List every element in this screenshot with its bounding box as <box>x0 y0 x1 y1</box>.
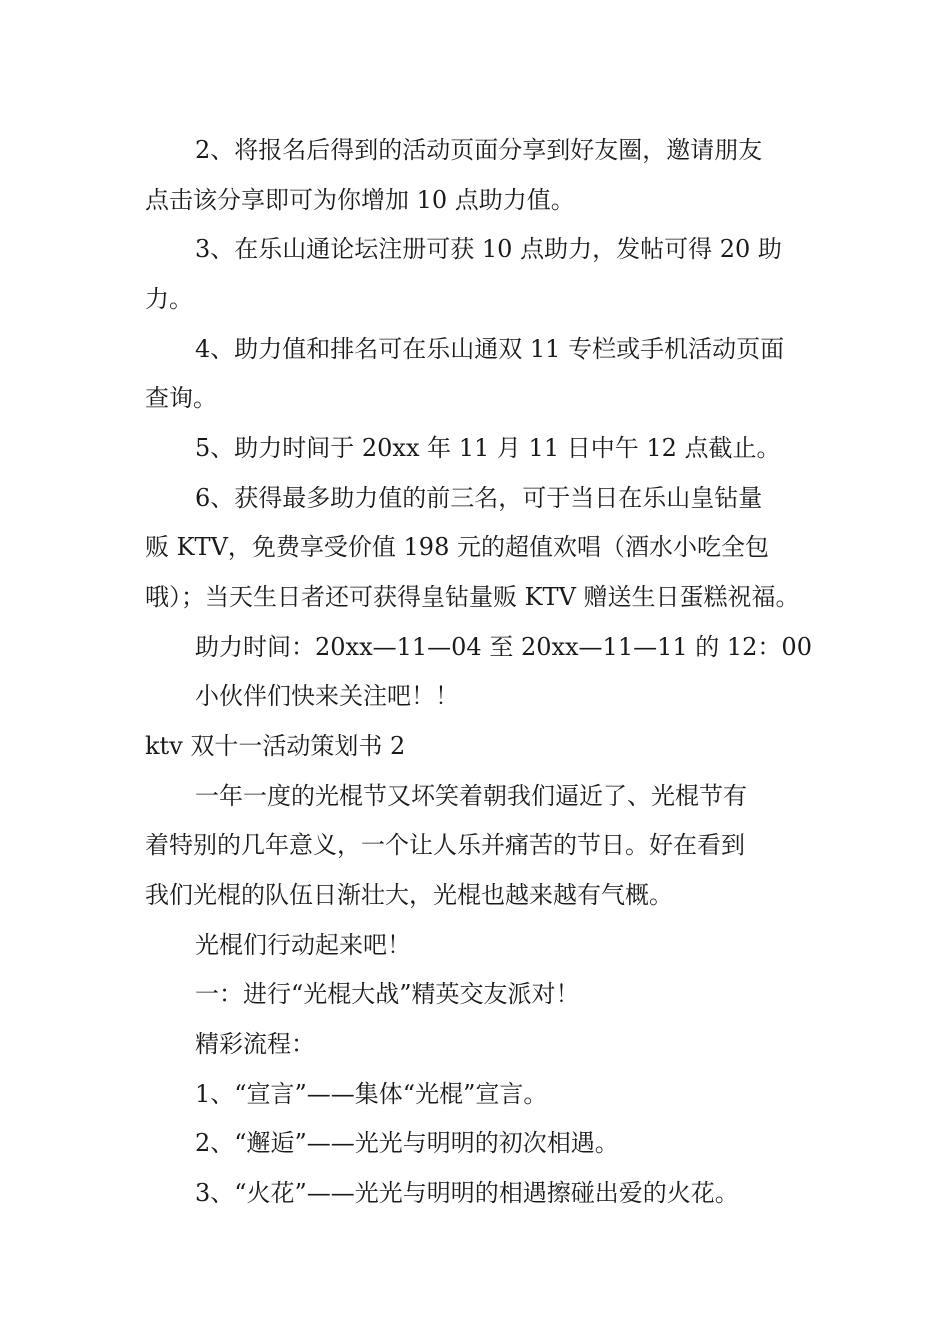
paragraph-line: 光棍们行动起来吧！ <box>195 931 411 959</box>
paragraph-line: 着特别的几年意义，一个让人乐并痛苦的节日。好在看到 <box>145 831 745 859</box>
paragraph-line: 4、助力值和排名可在乐山通双 11 专栏或手机活动页面 <box>195 335 785 363</box>
paragraph-line: 3、在乐山通论坛注册可获 10 点助力，发帖可得 20 助 <box>195 235 782 263</box>
paragraph-line: 2、“邂逅”——光光与明明的初次相遇。 <box>195 1129 619 1157</box>
paragraph-line: 精彩流程： <box>195 1030 315 1058</box>
paragraph-line: 一年一度的光棍节又坏笑着朝我们逼近了、光棍节有 <box>195 782 747 810</box>
paragraph-line: 1、“宣言”——集体“光棍”宣言。 <box>195 1080 548 1108</box>
paragraph-line: 点击该分享即可为你增加 10 点助力值。 <box>145 186 575 214</box>
section-heading: ktv 双十一活动策划书 2 <box>145 732 406 760</box>
paragraph-line: 小伙伴们快来关注吧！！ <box>195 682 459 710</box>
paragraph-line: 查询。 <box>145 384 217 412</box>
paragraph-line: 一：进行“光棍大战”精英交友派对！ <box>195 980 580 1008</box>
paragraph-line: 我们光棍的队伍日渐壮大，光棍也越来越有气概。 <box>145 881 673 909</box>
paragraph-line: 哦）；当天生日者还可获得皇钻量贩 KTV 赠送生日蛋糕祝福。 <box>145 583 800 611</box>
paragraph-line: 3、“火花”——光光与明明的相遇擦碰出爱的火花。 <box>195 1179 739 1207</box>
paragraph-line: 2、将报名后得到的活动页面分享到好友圈，邀请朋友 <box>195 136 763 164</box>
paragraph-line: 贩 KTV，免费享受价值 198 元的超值欢唱（酒水小吃全包 <box>145 533 769 561</box>
paragraph-line: 5、助力时间于 20xx 年 11 月 11 日中午 12 点截止。 <box>195 434 781 462</box>
paragraph-line: 力。 <box>145 285 193 313</box>
paragraph-line: 6、获得最多助力值的前三名，可于当日在乐山皇钻量 <box>195 484 763 512</box>
paragraph-line: 助力时间：20xx—11—04 至 20xx—11—11 的 12：00 <box>195 633 812 661</box>
